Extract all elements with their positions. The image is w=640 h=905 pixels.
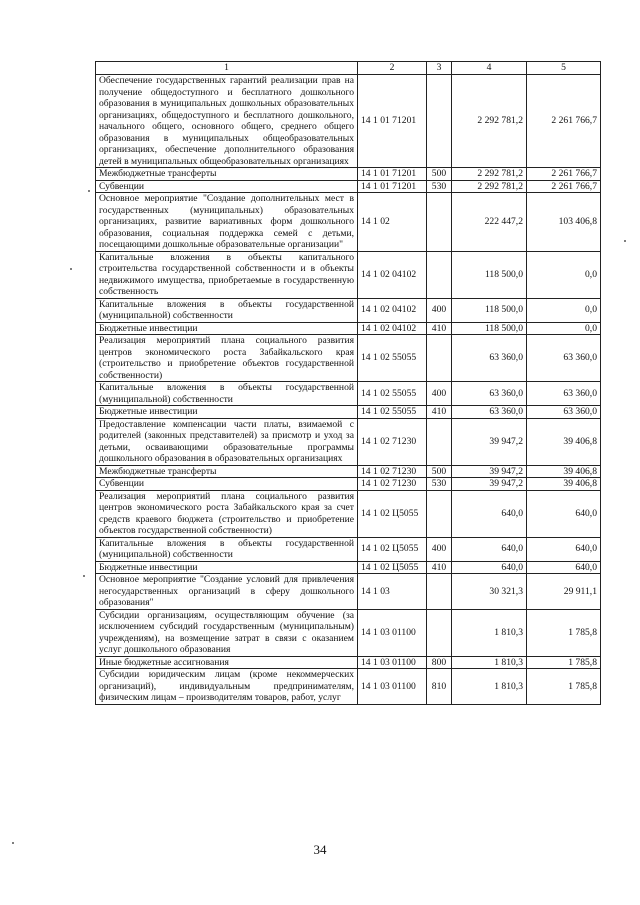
row-code: 14 1 02 71230 bbox=[358, 478, 427, 491]
row-name: Субвенции bbox=[96, 478, 358, 491]
row-amount-col5: 640,0 bbox=[527, 490, 601, 537]
row-name: Реализация мероприятий плана социального развития центров экономического роста Забайкальского края за счет средств краевого бюджета (строительство и приобретение объектов государственной собственности) bbox=[96, 490, 358, 537]
row-amount-col5: 2 261 766,7 bbox=[527, 168, 601, 181]
row-expense-type: 500 bbox=[427, 168, 452, 181]
budget-table-body bbox=[96, 62, 601, 705]
row-code: 14 1 02 04102 bbox=[358, 322, 427, 335]
table-row bbox=[96, 193, 601, 252]
table-row bbox=[96, 75, 601, 168]
row-code: 14 1 02 55055 bbox=[358, 406, 427, 419]
row-amount-col4: 118 500,0 bbox=[452, 298, 527, 322]
row-amount-col5: 63 360,0 bbox=[527, 382, 601, 406]
row-code: 14 1 02 Ц5055 bbox=[358, 537, 427, 561]
row-expense-type bbox=[427, 75, 452, 168]
row-amount-col5: 1 785,8 bbox=[527, 669, 601, 705]
row-amount-col4: 640,0 bbox=[452, 490, 527, 537]
row-name: Бюджетные инвестиции bbox=[96, 561, 358, 574]
table-row bbox=[96, 561, 601, 574]
row-expense-type: 400 bbox=[427, 298, 452, 322]
row-amount-col4: 1 810,3 bbox=[452, 656, 527, 669]
row-name: Бюджетные инвестиции bbox=[96, 322, 358, 335]
row-amount-col5: 0,0 bbox=[527, 298, 601, 322]
row-amount-col4: 63 360,0 bbox=[452, 335, 527, 382]
row-name: Капитальные вложения в объекты государственной (муниципальной) собственности bbox=[96, 298, 358, 322]
row-amount-col4: 1 810,3 bbox=[452, 609, 527, 656]
row-name: Субсидии юридическим лицам (кроме некоммерческих организаций), индивидуальным предпринимателям, физическим лицам – производителям товаров, работ, услуг bbox=[96, 669, 358, 705]
row-code: 14 1 03 bbox=[358, 574, 427, 610]
row-amount-col5: 63 360,0 bbox=[527, 335, 601, 382]
row-expense-type bbox=[427, 335, 452, 382]
row-amount-col5: 2 261 766,7 bbox=[527, 75, 601, 168]
row-expense-type: 530 bbox=[427, 180, 452, 193]
table-row bbox=[96, 537, 601, 561]
row-amount-col5: 1 785,8 bbox=[527, 656, 601, 669]
row-expense-type bbox=[427, 193, 452, 252]
row-expense-type: 410 bbox=[427, 561, 452, 574]
row-expense-type bbox=[427, 574, 452, 610]
row-name: Реализация мероприятий плана социального развития центров экономического роста Забайкальского края (строительство и приобретение объектов государственной собственности) bbox=[96, 335, 358, 382]
row-amount-col5: 1 785,8 bbox=[527, 609, 601, 656]
row-name: Межбюджетные трансферты bbox=[96, 465, 358, 478]
row-amount-col4: 640,0 bbox=[452, 537, 527, 561]
row-amount-col5: 39 406,8 bbox=[527, 418, 601, 465]
budget-table bbox=[95, 61, 601, 705]
row-code: 14 1 02 71230 bbox=[358, 418, 427, 465]
row-code: 14 1 02 71230 bbox=[358, 465, 427, 478]
table-row bbox=[96, 609, 601, 656]
row-amount-col4: 30 321,3 bbox=[452, 574, 527, 610]
table-row bbox=[96, 656, 601, 669]
row-code: 14 1 02 55055 bbox=[358, 382, 427, 406]
scan-speck bbox=[12, 842, 14, 844]
row-name: Основное мероприятие "Создание условий для привлечения негосударственных организаций в сферу дошкольного образования" bbox=[96, 574, 358, 610]
row-amount-col5: 39 406,8 bbox=[527, 478, 601, 491]
row-amount-col4: 2 292 781,2 bbox=[452, 168, 527, 181]
row-name: Капитальные вложения в объекты капитального строительства государственной собственности и в объекты недвижимого имущества, приобретаемые в государственную собственность bbox=[96, 251, 358, 298]
row-expense-type bbox=[427, 609, 452, 656]
table-row bbox=[96, 382, 601, 406]
row-name: Иные бюджетные ассигнования bbox=[96, 656, 358, 669]
row-expense-type: 810 bbox=[427, 669, 452, 705]
row-amount-col5: 63 360,0 bbox=[527, 406, 601, 419]
header-col-5: 5 bbox=[527, 62, 601, 75]
table-row bbox=[96, 490, 601, 537]
scan-speck bbox=[70, 268, 72, 270]
table-row bbox=[96, 168, 601, 181]
row-amount-col5: 0,0 bbox=[527, 322, 601, 335]
row-expense-type bbox=[427, 490, 452, 537]
row-code: 14 1 02 55055 bbox=[358, 335, 427, 382]
row-expense-type: 400 bbox=[427, 382, 452, 406]
row-code: 14 1 03 01100 bbox=[358, 656, 427, 669]
scan-speck bbox=[624, 240, 626, 242]
table-row bbox=[96, 574, 601, 610]
scan-speck bbox=[83, 575, 85, 577]
row-name: Капитальные вложения в объекты государственной (муниципальной) собственности bbox=[96, 382, 358, 406]
row-amount-col4: 39 947,2 bbox=[452, 465, 527, 478]
header-col-2: 2 bbox=[358, 62, 427, 75]
row-amount-col4: 2 292 781,2 bbox=[452, 75, 527, 168]
row-code: 14 1 02 04102 bbox=[358, 298, 427, 322]
table-row bbox=[96, 335, 601, 382]
row-expense-type bbox=[427, 418, 452, 465]
row-amount-col5: 29 911,1 bbox=[527, 574, 601, 610]
row-amount-col4: 39 947,2 bbox=[452, 478, 527, 491]
row-amount-col4: 63 360,0 bbox=[452, 382, 527, 406]
row-name: Обеспечение государственных гарантий реализации прав на получение общедоступного и бесплатного дошкольного образования в муниципальных дошкольных образовательных организациях, общедоступного и бесплатного дошкольного, начального общего, основного общего, среднего общего образования в муниципальных общеобразовательных организациях, обеспечение дополнительного образования детей в муниципальных общеобразовательных организациях bbox=[96, 75, 358, 168]
header-col-4: 4 bbox=[452, 62, 527, 75]
row-amount-col4: 222 447,2 bbox=[452, 193, 527, 252]
row-expense-type: 410 bbox=[427, 406, 452, 419]
row-name: Капитальные вложения в объекты государственной (муниципальной) собственности bbox=[96, 537, 358, 561]
row-code: 14 1 02 04102 bbox=[358, 251, 427, 298]
row-expense-type: 400 bbox=[427, 537, 452, 561]
row-name: Субсидии организациям, осуществляющим обучение (за исключением субсидий государственным (муниципальным) учреждениям), на возмещение затрат в связи с оказанием услуг дошкольного образования bbox=[96, 609, 358, 656]
row-amount-col5: 39 406,8 bbox=[527, 465, 601, 478]
table-row bbox=[96, 478, 601, 491]
row-code: 14 1 01 71201 bbox=[358, 75, 427, 168]
row-amount-col4: 1 810,3 bbox=[452, 669, 527, 705]
row-expense-type bbox=[427, 251, 452, 298]
table-row bbox=[96, 669, 601, 705]
row-name: Бюджетные инвестиции bbox=[96, 406, 358, 419]
row-amount-col4: 63 360,0 bbox=[452, 406, 527, 419]
row-amount-col4: 640,0 bbox=[452, 561, 527, 574]
row-amount-col5: 0,0 bbox=[527, 251, 601, 298]
row-amount-col5: 103 406,8 bbox=[527, 193, 601, 252]
row-amount-col5: 640,0 bbox=[527, 537, 601, 561]
row-amount-col5: 640,0 bbox=[527, 561, 601, 574]
header-col-1: 1 bbox=[96, 62, 358, 75]
row-code: 14 1 01 71201 bbox=[358, 168, 427, 181]
row-name: Субвенции bbox=[96, 180, 358, 193]
row-expense-type: 410 bbox=[427, 322, 452, 335]
row-code: 14 1 01 71201 bbox=[358, 180, 427, 193]
table-row bbox=[96, 251, 601, 298]
row-name: Основное мероприятие "Создание дополнительных мест в государственных (муниципальных) образовательных организациях, развитие вариативных форм дошкольного образования, социальная поддержка семей с детьми, посещающими дошкольные образовательные организации" bbox=[96, 193, 358, 252]
row-code: 14 1 02 Ц5055 bbox=[358, 490, 427, 537]
table-row bbox=[96, 465, 601, 478]
row-expense-type: 500 bbox=[427, 465, 452, 478]
row-amount-col4: 39 947,2 bbox=[452, 418, 527, 465]
row-amount-col4: 118 500,0 bbox=[452, 322, 527, 335]
header-col-3: 3 bbox=[427, 62, 452, 75]
row-code: 14 1 03 01100 bbox=[358, 669, 427, 705]
row-code: 14 1 02 bbox=[358, 193, 427, 252]
row-expense-type: 800 bbox=[427, 656, 452, 669]
row-code: 14 1 02 Ц5055 bbox=[358, 561, 427, 574]
header-row bbox=[96, 62, 601, 75]
row-amount-col4: 2 292 781,2 bbox=[452, 180, 527, 193]
row-name: Предоставление компенсации части платы, взимаемой с родителей (законных представителей) за присмотр и уход за детьми, осваивающими образовательные программы дошкольного образования в образовательных организациях bbox=[96, 418, 358, 465]
page-number: 34 bbox=[313, 842, 327, 857]
row-expense-type: 530 bbox=[427, 478, 452, 491]
table-row bbox=[96, 406, 601, 419]
table-row bbox=[96, 180, 601, 193]
row-code: 14 1 03 01100 bbox=[358, 609, 427, 656]
row-amount-col4: 118 500,0 bbox=[452, 251, 527, 298]
row-amount-col5: 2 261 766,7 bbox=[527, 180, 601, 193]
table-row bbox=[96, 298, 601, 322]
table-row bbox=[96, 322, 601, 335]
scan-speck bbox=[88, 190, 90, 192]
row-name: Межбюджетные трансферты bbox=[96, 168, 358, 181]
table-row bbox=[96, 418, 601, 465]
